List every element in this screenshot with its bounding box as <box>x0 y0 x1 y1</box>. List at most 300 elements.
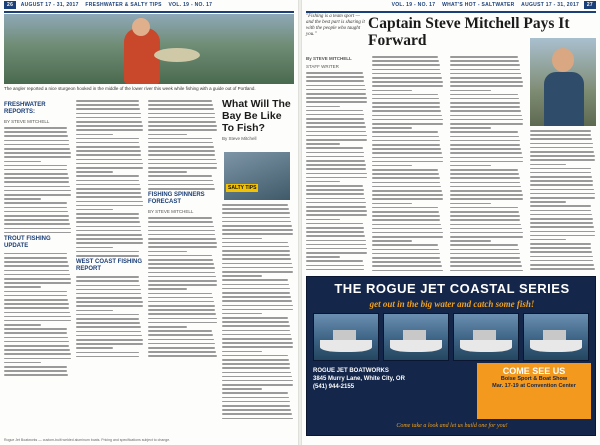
boat-photo <box>523 313 589 361</box>
text-line <box>530 193 595 195</box>
text-line <box>306 189 364 191</box>
text-line <box>372 265 442 267</box>
text-line <box>76 234 142 236</box>
text-line <box>306 206 366 208</box>
story-staff: STAFF WRITER <box>306 64 339 69</box>
text-line <box>372 123 443 125</box>
text-line <box>372 194 443 196</box>
text-line <box>222 229 293 231</box>
text-line <box>222 263 292 265</box>
text-line <box>4 198 41 200</box>
text-line <box>4 135 68 137</box>
text-line <box>76 196 142 198</box>
text-line <box>76 322 140 324</box>
text-line <box>76 339 143 341</box>
text-line <box>372 203 412 205</box>
text-line <box>148 351 216 353</box>
text-line <box>222 359 289 361</box>
text-line <box>76 335 142 337</box>
text-line <box>372 69 440 71</box>
boat-photo <box>453 313 519 361</box>
text-line <box>450 203 491 205</box>
captain-portrait <box>530 38 596 126</box>
text-line <box>372 119 443 121</box>
right-column-2 <box>372 56 444 272</box>
text-line <box>222 363 290 365</box>
text-line <box>148 134 187 136</box>
text-line <box>4 320 71 322</box>
text-line <box>372 64 440 66</box>
text-line <box>76 138 139 140</box>
text-line <box>306 164 366 166</box>
text-line <box>148 221 213 223</box>
body-text <box>450 56 524 271</box>
text-line <box>222 355 288 357</box>
body-text <box>372 56 444 271</box>
text-line <box>372 182 440 184</box>
left-issue: VOL. 19 - NO. 17 <box>168 2 213 8</box>
text-line <box>372 102 440 104</box>
text-line <box>372 60 439 62</box>
text-line <box>530 184 593 186</box>
text-line <box>76 301 143 303</box>
text-line <box>148 108 214 110</box>
text-line <box>450 211 519 213</box>
text-line <box>306 260 363 262</box>
text-line <box>450 140 520 142</box>
text-line <box>222 217 290 219</box>
text-line <box>222 296 291 298</box>
text-line <box>222 388 262 390</box>
text-line <box>4 190 71 192</box>
text-line <box>76 154 141 156</box>
text-line <box>306 126 366 128</box>
text-line <box>450 236 523 238</box>
text-line <box>306 240 366 242</box>
text-line <box>76 310 113 312</box>
text-line <box>372 249 439 251</box>
text-line <box>76 175 139 177</box>
text-line <box>76 289 141 291</box>
text-line <box>76 209 113 211</box>
text-line <box>148 326 187 328</box>
feature-title: What Will The Bay Be Like To Fish? <box>222 98 291 134</box>
text-line <box>450 106 520 108</box>
text-line <box>306 97 367 99</box>
text-line <box>4 299 68 301</box>
text-line <box>450 190 522 192</box>
text-line <box>530 201 566 203</box>
text-line <box>76 280 139 282</box>
text-line <box>450 94 518 96</box>
text-line <box>4 186 70 188</box>
text-line <box>4 169 67 171</box>
text-line <box>222 271 293 273</box>
text-line <box>76 113 141 115</box>
text-line <box>76 297 142 299</box>
text-line <box>530 172 591 174</box>
text-line <box>222 321 289 323</box>
text-line <box>222 250 290 252</box>
right-page <box>302 0 600 445</box>
text-line <box>222 279 288 281</box>
text-line <box>4 324 41 326</box>
come-see-title: COME SEE US <box>502 366 566 376</box>
text-line <box>306 156 364 158</box>
text-line <box>148 171 187 173</box>
text-line <box>222 367 290 369</box>
text-line <box>76 221 140 223</box>
left-column-3 <box>148 100 218 420</box>
text-line <box>4 261 68 263</box>
right-column-1 <box>306 56 368 272</box>
text-line <box>530 235 595 237</box>
text-line <box>148 313 216 315</box>
text-line <box>76 167 143 169</box>
text-line <box>148 180 213 182</box>
text-line <box>450 144 520 146</box>
ad-subtitle: get out in the big water and catch some fish! <box>369 299 535 309</box>
text-line <box>148 263 214 265</box>
text-line <box>76 293 141 295</box>
text-line <box>306 160 365 162</box>
text-line <box>450 85 523 87</box>
text-line <box>450 148 521 150</box>
text-line <box>450 136 519 138</box>
text-line <box>306 152 364 154</box>
text-line <box>222 409 291 411</box>
body-text <box>148 100 218 190</box>
text-line <box>450 157 523 159</box>
text-line <box>76 180 139 182</box>
text-line <box>148 138 212 140</box>
text-line <box>4 165 67 167</box>
text-line <box>222 392 288 394</box>
text-line <box>76 117 141 119</box>
right-column-3 <box>450 56 524 272</box>
rogue-jet-ad[interactable] <box>306 276 596 436</box>
text-line <box>4 148 70 150</box>
text-line <box>76 163 143 165</box>
text-line <box>306 177 367 179</box>
text-line <box>306 139 367 141</box>
text-line <box>450 64 520 66</box>
text-line <box>222 233 293 235</box>
text-line <box>222 275 262 277</box>
text-line <box>306 244 366 246</box>
text-line <box>306 85 365 87</box>
text-line <box>4 349 70 351</box>
ad-phone[interactable]: (541) 944-2155 <box>313 384 355 390</box>
text-line <box>372 177 440 179</box>
text-line <box>76 213 139 215</box>
text-line <box>148 230 215 232</box>
text-line <box>450 127 491 129</box>
page-number-right: 27 <box>584 1 596 9</box>
text-line <box>372 152 442 154</box>
text-line <box>372 90 412 92</box>
photo-caption: The angler reported a nice sturgeon hooked in the middle of the lower river this week while fishing with a guide out of Portland. <box>4 86 256 91</box>
text-line <box>222 309 293 311</box>
text-line <box>450 265 522 267</box>
left-top-rule <box>4 11 294 13</box>
text-line <box>4 127 67 129</box>
text-line <box>450 60 519 62</box>
text-line <box>148 288 187 290</box>
feature-header <box>222 98 294 152</box>
text-line <box>372 169 438 171</box>
text-line <box>4 291 67 293</box>
text-line <box>76 314 139 316</box>
text-line <box>450 173 519 175</box>
text-line <box>306 256 340 258</box>
text-line <box>450 194 523 196</box>
text-line <box>306 118 364 120</box>
text-line <box>530 268 595 270</box>
left-column-1 <box>4 100 72 420</box>
text-line <box>148 355 217 357</box>
text-line <box>222 284 289 286</box>
boat-photo <box>313 313 379 361</box>
text-line <box>222 238 262 240</box>
text-line <box>306 168 366 170</box>
text-line <box>372 144 440 146</box>
text-line <box>450 161 523 163</box>
pull-quote: "Fishing is a team sport — and the best part is sharing it with the people who taught you." <box>306 14 365 37</box>
text-line <box>148 163 217 165</box>
text-line <box>222 418 293 420</box>
text-line <box>372 244 438 246</box>
text-line <box>306 101 367 103</box>
text-line <box>306 198 365 200</box>
text-line <box>450 257 520 259</box>
text-line <box>148 100 212 102</box>
text-line <box>222 330 290 332</box>
text-line <box>306 214 367 216</box>
text-line <box>4 286 41 288</box>
text-line <box>450 123 523 125</box>
text-line <box>222 351 262 353</box>
feature-author: By Steve Mitchell <box>222 136 257 141</box>
boat-photo <box>383 313 449 361</box>
text-line <box>76 276 139 278</box>
fishing-photo <box>4 14 294 84</box>
text-line <box>306 110 363 112</box>
text-line <box>372 94 438 96</box>
text-line <box>530 180 593 182</box>
show-name: Boise Sport & Boat Show <box>500 376 568 382</box>
text-line <box>372 224 441 226</box>
text-line <box>450 56 518 58</box>
text-line <box>372 161 443 163</box>
text-line <box>306 135 367 137</box>
text-line <box>4 177 69 179</box>
text-line <box>372 257 440 259</box>
text-line <box>530 251 592 253</box>
left-page <box>0 0 298 445</box>
text-line <box>372 73 441 75</box>
left-column-2 <box>76 100 144 420</box>
text-line <box>306 202 366 204</box>
text-line <box>76 326 141 328</box>
text-line <box>4 156 71 158</box>
text-line <box>222 242 288 244</box>
text-line <box>76 318 139 320</box>
brief-title: FISHING SPINNERS FORECAST <box>148 192 205 206</box>
story-headline: Captain Steve Mitchell Pays It Forward <box>368 15 570 49</box>
text-line <box>372 190 442 192</box>
text-line <box>306 147 363 149</box>
right-column-4 <box>530 130 596 272</box>
text-line <box>4 253 67 255</box>
text-line <box>222 380 293 382</box>
text-line <box>76 201 143 203</box>
ad-address: 3845 Murry Lane, White City, OR <box>313 376 405 382</box>
text-line <box>76 347 113 349</box>
text-line <box>76 159 142 161</box>
text-line <box>76 142 139 144</box>
body-text <box>222 204 294 419</box>
text-line <box>148 276 216 278</box>
brief-byline: BY STEVE MITCHELL <box>4 119 50 124</box>
text-line <box>4 207 67 209</box>
right-section: WHAT'S HOT - SALTWATER <box>442 2 515 8</box>
text-line <box>4 223 70 225</box>
text-line <box>530 205 591 207</box>
angler-head <box>132 18 150 36</box>
text-line <box>76 129 143 131</box>
text-line <box>306 143 340 145</box>
text-line <box>530 239 566 241</box>
text-line <box>372 211 439 213</box>
text-line <box>530 231 595 233</box>
text-line <box>148 117 215 119</box>
text-line <box>148 154 215 156</box>
text-line <box>372 127 412 129</box>
text-line <box>306 248 367 250</box>
text-line <box>222 300 292 302</box>
text-line <box>76 104 139 106</box>
text-line <box>306 181 340 183</box>
text-line <box>76 217 139 219</box>
text-line <box>450 270 523 272</box>
text-line <box>76 247 113 249</box>
text-line <box>372 77 442 79</box>
text-line <box>450 69 520 71</box>
text-line <box>450 131 518 133</box>
body-text <box>76 276 144 357</box>
text-line <box>222 401 290 403</box>
text-line <box>4 374 68 376</box>
text-line <box>372 232 443 234</box>
text-line <box>450 186 521 188</box>
text-line <box>76 255 139 257</box>
text-line <box>148 259 213 261</box>
text-line <box>4 312 70 314</box>
text-line <box>4 282 71 284</box>
text-line <box>450 77 522 79</box>
text-line <box>372 148 441 150</box>
text-line <box>148 150 215 152</box>
text-line <box>76 192 141 194</box>
text-line <box>450 249 519 251</box>
text-line <box>222 405 290 407</box>
text-line <box>4 257 67 259</box>
text-line <box>4 181 69 183</box>
text-line <box>148 343 215 345</box>
text-line <box>372 270 443 272</box>
text-line <box>4 265 69 267</box>
text-line <box>306 185 363 187</box>
text-line <box>222 212 290 214</box>
text-line <box>4 140 69 142</box>
text-line <box>4 202 67 204</box>
text-line <box>222 258 291 260</box>
text-line <box>306 231 364 233</box>
text-line <box>4 274 70 276</box>
text-line <box>148 226 214 228</box>
text-line <box>222 292 290 294</box>
text-line <box>450 198 523 200</box>
text-line <box>4 328 67 330</box>
text-line <box>450 169 518 171</box>
text-line <box>148 234 215 236</box>
text-line <box>148 121 216 123</box>
left-column-4 <box>222 204 294 420</box>
text-line <box>148 184 214 186</box>
text-line <box>306 106 340 108</box>
text-line <box>530 143 593 145</box>
body-text <box>4 127 72 233</box>
body-text <box>530 130 596 270</box>
text-line <box>148 301 214 303</box>
text-line <box>76 251 139 253</box>
text-line <box>76 305 143 307</box>
text-line <box>148 175 212 177</box>
text-line <box>450 177 520 179</box>
text-line <box>148 246 217 248</box>
text-line <box>530 247 591 249</box>
text-line <box>530 243 591 245</box>
text-line <box>530 197 595 199</box>
text-line <box>306 210 367 212</box>
text-line <box>222 288 290 290</box>
brief-title: WEST COAST FISHING REPORT <box>76 259 142 273</box>
text-line <box>4 219 69 221</box>
right-folio <box>392 2 596 11</box>
brief-byline: BY STEVE MITCHELL <box>148 209 194 215</box>
text-line <box>4 161 41 163</box>
text-line <box>76 242 143 244</box>
text-line <box>306 114 364 116</box>
text-line <box>148 297 213 299</box>
text-line <box>450 152 522 154</box>
text-line <box>4 337 68 339</box>
text-line <box>306 131 366 133</box>
text-line <box>76 188 141 190</box>
text-line <box>4 215 69 217</box>
text-line <box>372 165 412 167</box>
text-line <box>530 210 591 212</box>
text-line <box>450 119 523 121</box>
text-line <box>222 342 293 344</box>
text-line <box>450 110 521 112</box>
text-line <box>306 72 363 74</box>
text-line <box>530 256 593 258</box>
text-line <box>222 346 293 348</box>
brief-title: TROUT FISHING UPDATE <box>4 235 51 249</box>
text-line <box>148 113 215 115</box>
